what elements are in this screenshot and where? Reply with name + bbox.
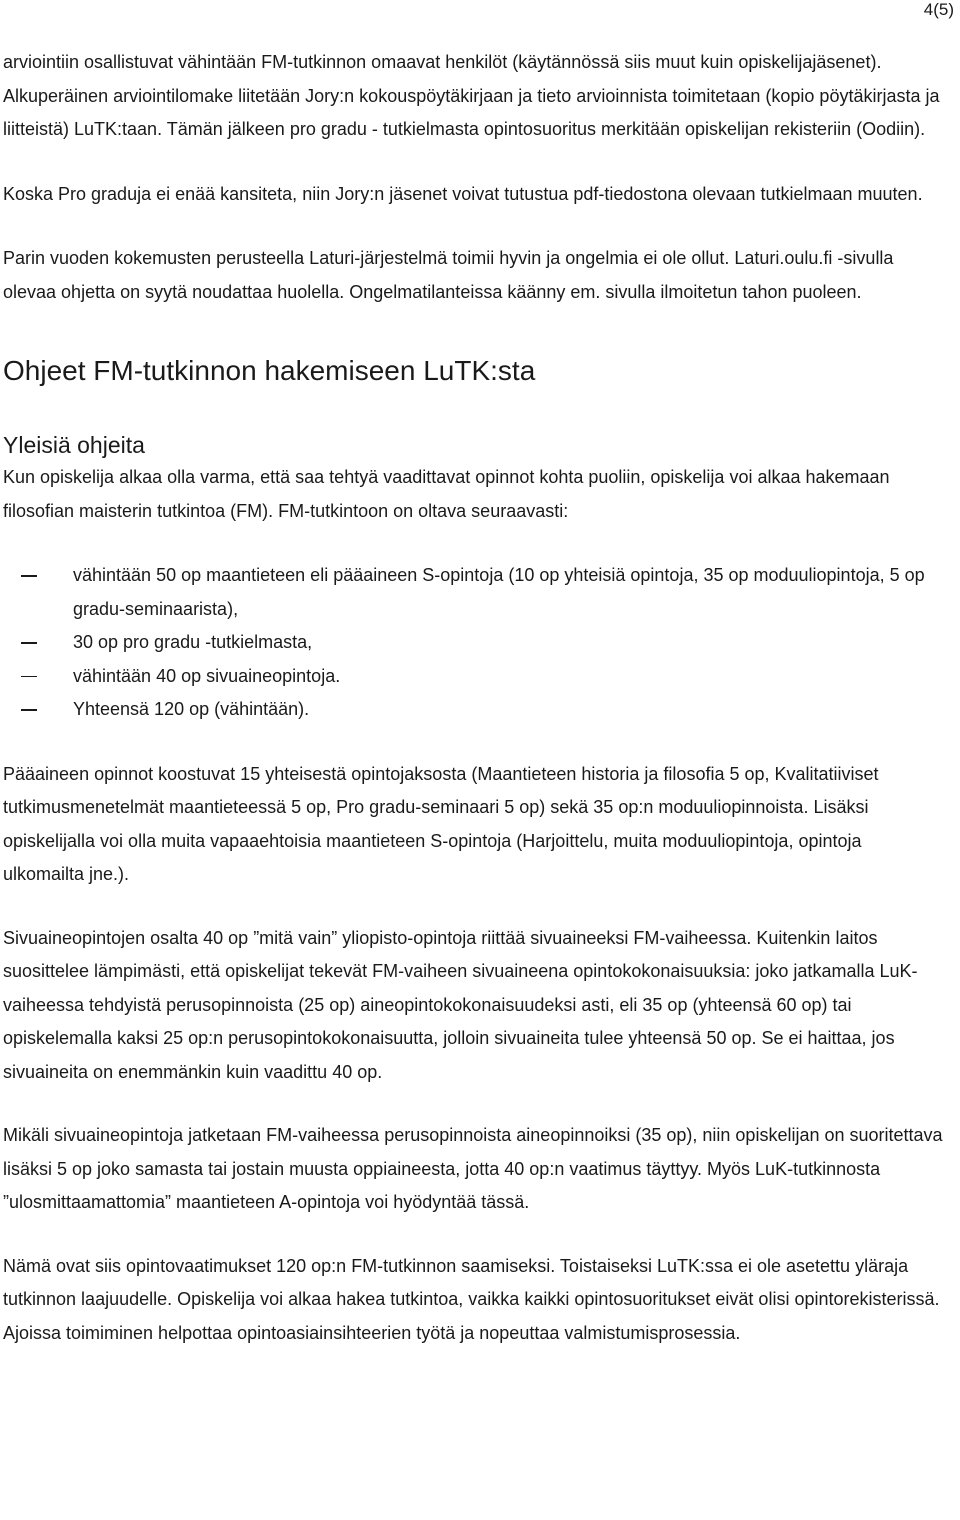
list-item-text: 30 op pro gradu -tutkielmasta, <box>73 632 313 652</box>
paragraph-laturi: Parin vuoden kokemusten perusteella Laturi-järjestelmä toimii hyvin ja ongelmia ei ole ollut. Laturi.oulu.fi -sivulla olevaa ohjetta on syytä noudattaa huolella. Ongelmatilanteissa käänny em. sivulla ilmoitetun tahon puoleen. <box>3 248 894 302</box>
paragraph-major-studies: Pääaineen opinnot koostuvat 15 yhteisestä opintojaksosta (Maantieteen historia ja filosofia 5 op, Kvalitatiiviset tutkimusmenetelmät maantieteessä 5 op, Pro gradu-seminaari 5 op) sekä 35 op:n moduuliopinnoista. Lisäksi opiskelijalla voi olla muita vapaaehtoisia maantieteen S-opintoja (Harjoittelu, muita moduuliopintoja, opintoja ulkomailta jne.). <box>3 763 879 884</box>
paragraph-minor-continuation: Mikäli sivuaineopintoja jatketaan FM-vaiheessa perusopinnoista aineopinnoiksi (35 op), niin opiskelijan on suoritettava lisäksi 5 op joko samasta tai jostain muusta oppiaineesta, jotta 40 op:n vaatimus täyttyy. Myös LuK-tutkinnosta ”ulosmittaamattomia” maantieteen A-opintoja voi hyödyntää tässä. <box>3 1125 943 1212</box>
main-heading: Ohjeet FM-tutkinnon hakemiseen LuTK:sta <box>3 355 536 386</box>
page-number: 4(5) <box>923 0 954 19</box>
sub-heading: Yleisiä ohjeita <box>3 432 145 458</box>
list-item <box>3 660 943 694</box>
dash-bullet-icon <box>21 676 37 678</box>
requirements-list <box>3 559 943 727</box>
document-body <box>3 46 943 1350</box>
list-item-text: vähintään 40 op sivuaineopintoja. <box>73 665 341 686</box>
paragraph-summary: Nämä ovat siis opintovaatimukset 120 op:n FM-tutkinnon saamiseksi. Toistaiseksi LuTK:ssa ei ole asetettu yläraja tutkinnon laajuudelle. Opiskelija voi alkaa hakea tutkintoa, vaikka kaikki opintosuoritukset eivät olisi opintorekisterissä. Ajoissa toimiminen helpottaa opintoasiainsihteerien työtä ja nopeuttaa valmistumisprosessia. <box>3 1255 940 1343</box>
dash-bullet-icon <box>21 642 37 644</box>
dash-bullet-icon <box>21 709 37 711</box>
paragraph-pdf-access: Koska Pro graduja ei enää kansiteta, niin Jory:n jäsenet voivat tutustua pdf-tiedostona olevaan tutkielmaan muuten. <box>3 183 923 204</box>
dash-bullet-icon <box>21 575 37 577</box>
list-item <box>3 626 943 660</box>
list-item <box>3 693 943 727</box>
paragraph-minor-studies: Sivuaineopintojen osalta 40 op ”mitä vain” yliopisto-opintoja riittää sivuaineeksi FM-vaiheessa. Kuitenkin laitos suosittelee lämpimästi, että opiskelijat tekevät FM-vaiheen sivuaineena opintokokonaisuuksia: joko jatkamalla LuK-vaiheessa tehdyistä perusopinnoista (25 op) aineopintokokonaisuudeksi asti, eli 35 op (yhteensä 60 op) tai opiskelemalla kaksi 25 op:n perusopintokokonaisuutta, jolloin sivuaineita tulee yhteensä 50 op. Se ei haittaa, jos sivuaineita on enemmänkin kuin vaadittu 40 op. <box>3 927 918 1082</box>
list-item-text: vähintään 50 op maantieteen eli pääaineen S-opintoja (10 op yhteisiä opintoja, 35 op moduuliopintoja, 5 op gradu-seminaarista), <box>73 565 925 619</box>
list-item <box>3 559 943 626</box>
list-item-text: Yhteensä 120 op (vähintään). <box>73 699 310 719</box>
paragraph-evaluation: arviointiin osallistuvat vähintään FM-tutkinnon omaavat henkilöt (käytännössä siis muut kuin opiskelijajäsenet). Alkuperäinen arviointilomake liitetään Jory:n kokouspöytäkirjaan ja tieto arvioinnista toimitetaan (kopio pöytäkirjasta ja liitteistä) LuTK:taan. Tämän jälkeen pro gradu - tutkielmasta opintosuoritus merkitään opiskelijan rekisteriin (Oodiin). <box>3 52 940 139</box>
paragraph-intro: Kun opiskelija alkaa olla varma, että saa tehtyä vaadittavat opinnot kohta puoliin, opiskelija voi alkaa hakemaan filosofian maisterin tutkintoa (FM). FM-tutkintoon on oltava seuraavasti: <box>3 467 890 521</box>
